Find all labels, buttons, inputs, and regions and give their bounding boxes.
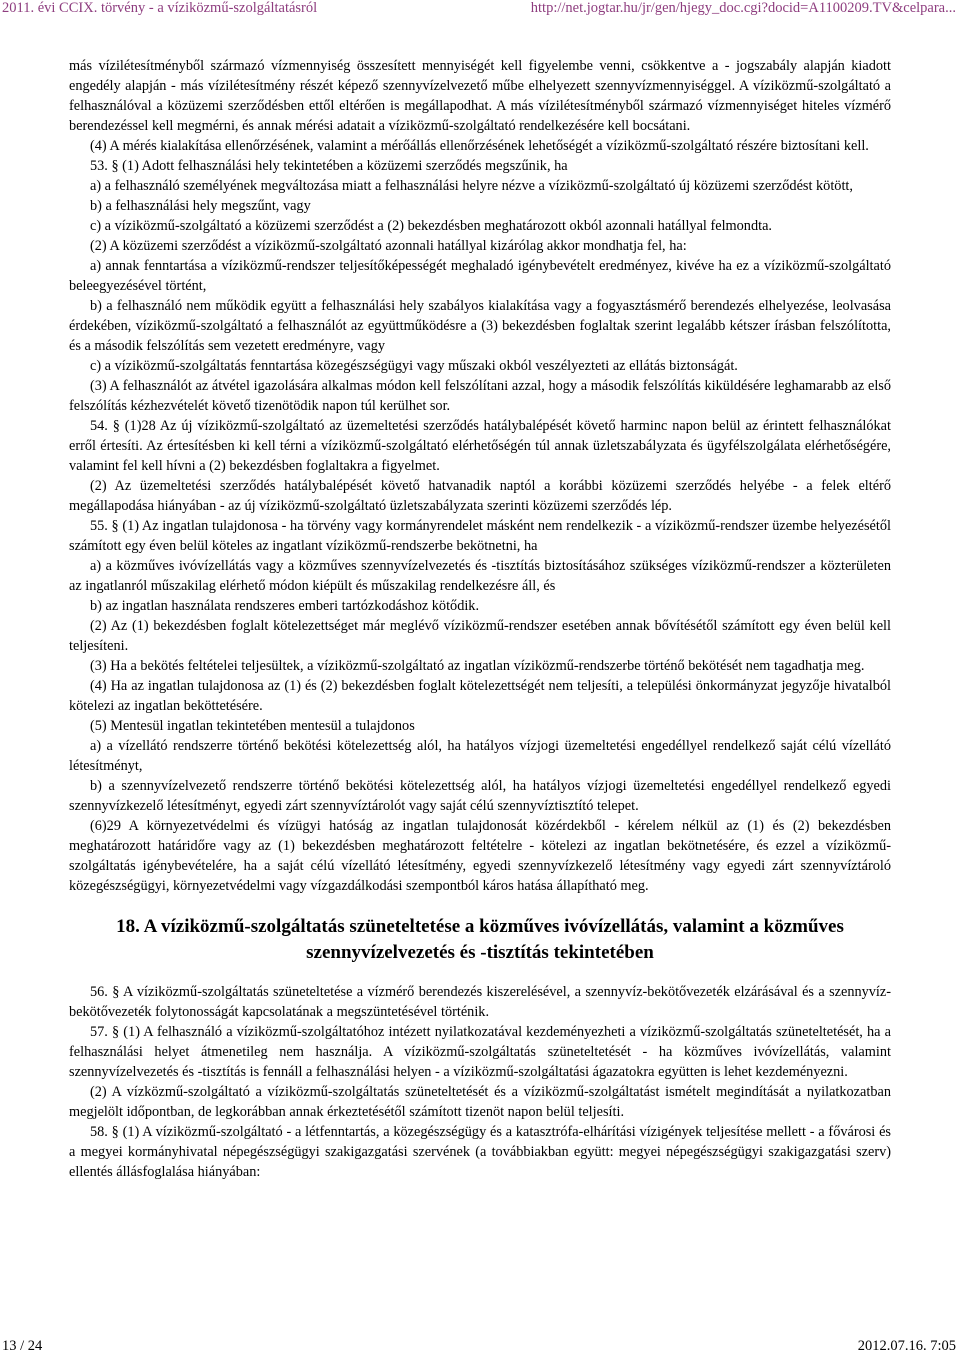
paragraph: b) a felhasználási hely megszűnt, vagy [90,198,311,214]
page-footer [0,1338,960,1356]
print-datetime: 2012.07.16. 7:05 [857,1338,956,1354]
paragraph: (4) A mérés kialakítása ellenőrzésének, valamint a mérőállás ellenőrzésének lehetőségét a víziközmű-szolgáltató részére biztosítani kell. [90,138,869,154]
paragraph: (2) A vízközmű-szolgáltató a víziközmű-szolgáltatás szüneteltetését és a víziközmű-szolgáltatást ismételt megindítását a nyilatkozatban megjelölt időpontban, de legkorábban annak érkeztetésétől számított tizenöt napon belül teljesíti. [69,1084,891,1120]
paragraph: a) a felhasználó személyének megváltozása miatt a felhasználási helyre nézve a víziközmű-szolgáltató új közüzemi szerződést kötött, [90,178,853,194]
paragraph: (2) Az üzemeltetési szerződés hatálybalépését követő hatvanadik naptól a korábbi közüzemi szerződés helyébe - a felek eltérő megállapodása hiányában - az új víziközmű-szolgáltató üzletszabályzata szerinti közüzemi szerződés lép. [69,478,891,514]
paragraph: (6)29 A környezetvédelmi és vízügyi hatóság az ingatlan tulajdonosát közérdekből - kérelem nélkül az (1) és (2) bekezdésben meghatározott határidőre vagy az (1) bekezdésben meghatározott feltételre - kötelezi az ingatlan bekötnetésére, és ezzel a víziközmű-szolgáltatás igénybevételére, ha a saját célú vízellátó létesítmény, egyedi szennyvízkezelő létesítmény vagy egyedi zárt szennyvíztároló közegészségügyi, környezetvédelmi vagy vízgazdálkodási szempontból káros hatása állapítható meg. [69,818,891,894]
paragraph: c) a víziközmű-szolgáltatás fenntartása közegészségügyi vagy műszaki okból veszélyezteti az ellátás biztonságát. [90,358,738,374]
header-url: http://net.jogtar.hu/jr/gen/hjegy_doc.cgi?docid=A1100209.TV&celpara... [530,0,956,16]
header-title: 2011. évi CCIX. törvény - a víziközmű-szolgáltatásról [2,0,318,16]
paragraph: 56. § A víziközmű-szolgáltatás szüneteltetése a vízmérő berendezés kiszerelésével, a szennyvíz-bekötővezeték elzárásával és a szennyvíz-bekötővezeték folytonosságát kapcsolatának a megszüntetésével történik. [69,984,891,1020]
paragraph: más vízilétesítményből származó vízmennyiség összesített mennyiségét kell figyelembe venni, csökkentve a - jogszabály alapján kiadott engedély alapján - más vízilétesítmény részét képező szennyvízelvezető műbe elhelyezett szennyvízmennyiséggel. A víziközmű-szolgáltató a felhasználóval a közüzemi szerződésben ettől eltérően is megállapodhat. A más vízilétesítményből származó vízmennyiséget hiteles vízmérő berendezéssel kell megmérni, és annak mérési adatait a víziközmű-szolgáltató rendelkezésére kell bocsátani. [69,58,891,134]
paragraph: b) az ingatlan használata rendszeres emberi tartózkodáshoz kötődik. [90,598,480,614]
paragraph: (4) Ha az ingatlan tulajdonosa az (1) és (2) bekezdésben foglalt kötelezettségét nem teljesíti, a települési önkormányzat jegyzője hivatalból kötelezi az ingatlan beköttetésére. [69,678,891,714]
paragraph: (5) Mentesül ingatlan tekintetében mentesül a tulajdonos [90,718,415,734]
paragraph: 53. § (1) Adott felhasználási hely tekintetében a közüzemi szerződés megszűnik, ha [90,158,568,174]
page-number: 13 / 24 [2,1338,43,1354]
paragraph: 54. § (1)28 Az új víziközmű-szolgáltató az üzemeltetési szerződés hatálybalépését követő harminc napon belül az érintett felhasználókat erről értesíti. Az értesítésben ki kell térni a víziközmű-szolgáltató elérhetőségén túl annak üzletszabályzata és ügyfélszolgálata elérhetőségére, valamint fel kell hívni a (2) bekezdésben foglaltakra a figyelmet. [69,418,891,474]
paragraph: (2) A közüzemi szerződést a víziközmű-szolgáltató azonnali hatállyal kizárólag akkor mondhatja fel, ha: [90,238,687,254]
paragraph: 55. § (1) Az ingatlan tulajdonosa - ha törvény vagy kormányrendelet másként nem rendelkezik - a víziközmű-rendszer üzembe helyezésétől számított egy éven belül köteles az ingatlant víziközmű-rendszerbe bekötnetni, ha [69,518,891,554]
section-heading: 18. A víziközmű-szolgáltatás szüneteltetése a közműves ivóvízellátás, valamint a közműves szennyvízelvezetés és -tisztítás tekintetében [116,916,844,963]
paragraph: a) annak fenntartása a víziközmű-rendszer teljesítőképességét meghaladó igénybevételt eredményez, kivéve ha ez a víziközmű-szolgáltató beleegyezésével történt, [69,258,891,294]
document-body [69,56,891,1182]
paragraph: b) a felhasználó nem működik együtt a felhasználási hely szabályos kialakítása vagy a fogyasztásmérő berendezés elhelyezése, leolvasása érdekében, víziközmű-szolgáltató a felhasználót az együttműködésre a (3) bekezdésben foglaltak szerint legalább kétszer írásban felszólította, és a második felszólítás sem vezetett eredményre, vagy [69,298,891,354]
paragraph: 58. § (1) A víziközmű-szolgáltató - a létfenntartás, a közegészségügy és a katasztrófa-elhárítási vízigények teljesítése mellett - a fővárosi és a megyei kormányhivatal népegészségügyi szakigazgatási szervének (a továbbiakban együtt: megyei népegészségügyi szakigazgatási szerv) ellentés állásfoglalása hiányában: [69,1124,891,1180]
paragraph: (3) A felhasználót az átvétel igazolására alkalmas módon kell felszólítani azzal, hogy a második felszólítás kiküldésére leghamarabb az első felszólítás kézhezvételét követő tizenötödik napon túl kerülhet sor. [69,378,891,414]
paragraph: (2) Az (1) bekezdésben foglalt kötelezettséget már meglévő víziközmű-rendszer esetében annak bővítésétől számított egy éven belül kell teljesíteni. [69,618,891,654]
paragraph: b) a szennyvízelvezető rendszerre történő bekötési kötelezettség alól, ha hatályos vízjogi üzemeltetési engedéllyel rendelkező egyedi szennyvízkezelő létesítményt, egyedi zárt szennyvíztárolót vagy saját célú szennyvíztisztító telepet. [69,778,891,814]
paragraph: a) a közműves ivóvízellátás vagy a közműves szennyvízelvezetés és -tisztítás biztosításához szükséges víziközmű-rendszer a közterületen az ingatlanról műszakilag elérhető módon kiépült és műszakilag rendelkezésre áll, és [69,558,891,594]
paragraph: c) a víziközmű-szolgáltató a közüzemi szerződést a (2) bekezdésben meghatározott okból azonnali hatállyal felmondta. [90,218,772,234]
page-header [0,0,960,18]
paragraph: (3) Ha a bekötés feltételei teljesültek, a víziközmű-szolgáltató az ingatlan víziközmű-rendszerbe történő bekötését nem tagadhatja meg. [90,658,865,674]
paragraph: a) a vízellátó rendszerre történő bekötési kötelezettség alól, ha hatályos vízjogi üzemeltetési engedéllyel rendelkező saját célú vízellátó létesítményt, [69,738,891,774]
paragraph: 57. § (1) A felhasználó a víziközmű-szolgáltatóhoz intézett nyilatkozatával kezdeményezheti a víziközmű-szolgáltatás szüneteltetését, ha a felhasználási helyet átmenetileg nem használja. A víziközmű-szolgáltatás szüneteltetését - ha közműves ivóvízellátás, valamint szennyvízelvezetés és -tisztítás is fennáll a felhasználási helyen - a víziközmű-szolgáltatási ágazatokra együtten is lehet kezdeményezni. [69,1024,891,1080]
